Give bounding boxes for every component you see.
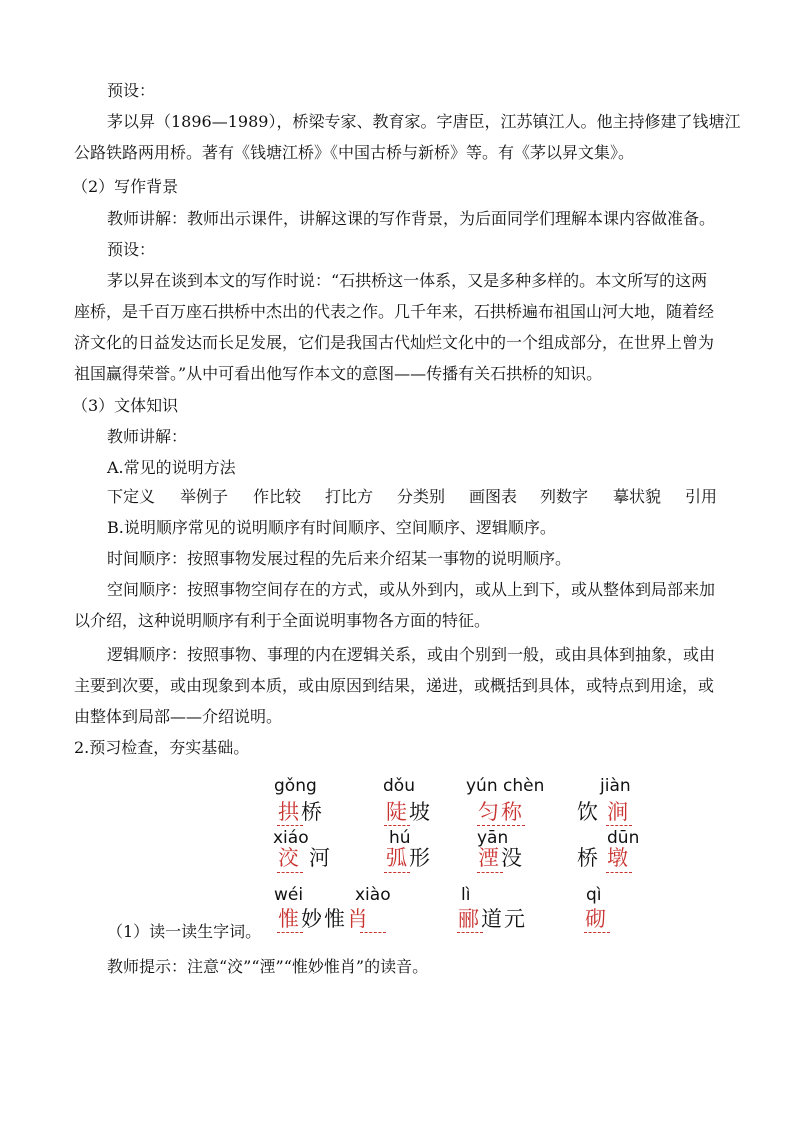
red-underline [477,872,503,873]
red-underline [606,825,632,826]
paragraph-quote-line4: 祖国赢得荣誉。”从中可看出他写作本文的意图——传播有关石拱桥的知识。 [74,364,603,383]
paragraph-quote-line3: 济文化的日益发达而长足发展，它们是我国古代灿烂文化中的一个组成部分，在世界上曾为 [74,333,715,352]
paragraph-bio-line2: 公路铁路两用桥。著有《钱塘江桥》《中国古桥与新桥》等。有《茅以昇文集》。 [74,143,635,162]
instruction-read-words: （1）读一读生字词。 [107,922,262,941]
pinyin-label: jiàn [600,776,631,796]
pinyin-label: dūn [607,828,640,848]
pinyin-label: xiào [355,885,391,905]
vocab-word: 陡坡 [386,800,432,824]
method-item: 下定义 [107,487,156,506]
red-underline [606,872,632,873]
pinyin-label: qì [586,885,602,905]
paragraph-logic-order-line1: 逻辑顺序：按照事物、事理的内在逻辑关系，或由个别到一般，或由具体到抽象，或由 [107,645,716,664]
vocab-word: 砌 [585,907,608,931]
vocab-word: 湮没 [478,846,524,870]
red-underline [477,825,525,826]
pinyin-label: gǒng [274,776,317,796]
method-item: 作比较 [253,487,302,506]
paragraph-logic-order-line2: 主要到次要，或由现象到本质，或由原因到结果，递进，或概括到具体，或特点到用途，或 [74,676,715,695]
red-underline [384,872,410,873]
vocab-word: 拱桥 [278,800,324,824]
heading-genre-knowledge: （3）文体知识 [72,396,179,415]
vocab-word: 郦道元 [458,907,527,931]
pinyin-label: wéi [274,885,304,905]
method-item: 举例子 [180,487,229,506]
pinyin-label: dǒu [383,776,415,796]
explanation-methods-list [107,487,717,507]
red-underline [360,932,386,933]
red-underline [277,872,303,873]
paragraph-teacher-explain-2: 教师讲解： [107,427,188,446]
vocab-word: 饮 涧 [577,800,630,824]
subheading-methods: A.常见的说明方法 [107,458,236,477]
method-item: 分类别 [397,487,446,506]
vocab-word: 洨 河 [278,846,332,870]
method-item: 打比方 [325,487,374,506]
paragraph-space-order-line2: 以介绍，这种说明顺序有利于全面说明事物各方面的特征。 [74,611,491,630]
red-underline [277,932,303,933]
vocab-word: 惟妙惟肖 [278,907,370,931]
paragraph-space-order-line1: 空间顺序：按照事物空间存在的方式，或从外到内，或从上到下，或从整体到局部来加 [107,580,716,599]
method-item: 摹状貌 [613,487,662,506]
paragraph-quote-line1: 茅以昇在谈到本文的写作时说：“石拱桥这一体系，又是多种多样的。本文所写的这两 [107,271,708,290]
paragraph-preset-1: 预设： [107,81,156,100]
method-item: 画图表 [469,487,518,506]
method-item: 列数字 [540,487,589,506]
heading-preview-check: 2.预习检查，夯实基础。 [74,738,250,757]
pinyin-label: hú [389,828,411,848]
vocab-word: 弧形 [386,846,432,870]
heading-writing-background: （2）写作背景 [72,177,179,196]
pinyin-label: xiáo [273,828,309,848]
vocab-word: 匀称 [478,800,524,824]
paragraph-bio-line1: 茅以昇（1896—1989），桥梁专家、教育家。字唐臣，江苏镇江人。他主持修建了钱塘江 [107,112,741,131]
pinyin-label: yún chèn [466,776,545,796]
paragraph-quote-line2: 座桥，是千百万座石拱桥中杰出的代表之作。几千年来，石拱桥遍布祖国山河大地，随着经 [74,302,715,321]
red-underline [384,825,410,826]
paragraph-time-order: 时间顺序：按照事物发展过程的先后来介绍某一事物的说明顺序。 [107,549,572,568]
pinyin-label: yān [477,828,509,848]
red-underline [457,932,483,933]
paragraph-teacher-tip: 教师提示：注意“洨”“湮”“惟妙惟肖”的读音。 [107,957,429,976]
red-underline [277,825,303,826]
method-item: 引用 [685,487,718,506]
paragraph-logic-order-line3: 由整体到局部——介绍说明。 [74,707,283,726]
pinyin-label: lì [461,885,471,905]
vocab-word: 桥 墩 [577,846,630,870]
paragraph-preset-2: 预设： [107,240,156,259]
subheading-order: B.说明顺序常见的说明顺序有时间顺序、空间顺序、逻辑顺序。 [107,518,556,537]
red-underline [584,932,610,933]
paragraph-teacher-explain-1: 教师讲解：教师出示课件，讲解这课的写作背景，为后面同学们理解本课内容做准备。 [107,209,716,228]
